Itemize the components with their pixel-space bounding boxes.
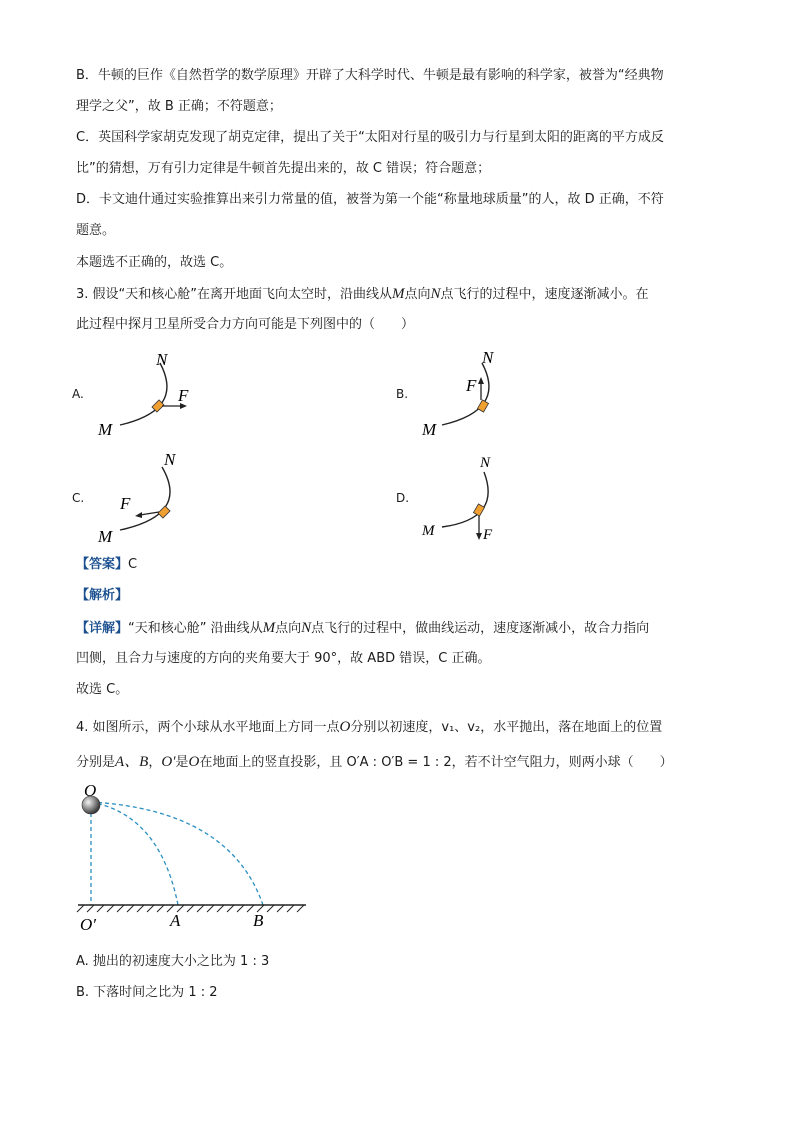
detail-tag: 【详解】 [76, 621, 129, 636]
q4-stem-text: 分别是 [76, 755, 116, 770]
q3-stem-line2: 此过程中探月卫星所受合力方向可能是下列图中的（ ） [76, 317, 415, 332]
q3-conclusion: 故选 C。 [76, 682, 129, 697]
detail-text: 点向 [275, 621, 302, 636]
q2-option-c-line2: 比”的猜想，万有引力定律是牛顿首先提出来的，故 C 错误；符合题意； [76, 161, 491, 176]
q3-option-d-figure [412, 447, 522, 547]
force-arrowhead [478, 377, 484, 384]
q3-option-b-label: B. [396, 387, 409, 401]
q4-stem-text: 4. 如图所示，两个小球从水平地面上方同一点 [76, 720, 340, 735]
answer-value: C [128, 557, 138, 572]
q3-stem-n: N [430, 286, 441, 302]
detail-m: M [262, 620, 276, 636]
label-a: A [170, 911, 181, 930]
q2-option-b-line2: 理学之父”，故 B 正确；不符题意； [76, 99, 282, 114]
q3-stem-text: 3. 假设“天和核心舱”在离开地面飞向太空时，沿曲线从 [76, 287, 393, 302]
label-n: N [480, 455, 491, 471]
label-m: M [98, 420, 113, 439]
trajectory-b [91, 802, 263, 905]
spacecraft-box [473, 504, 484, 516]
q4-stem-text: 在地面上的竖直投影，且 O′A : O′B = 1 : 2，若不计空气阻力，则两小球（ ） [199, 755, 673, 770]
force-arrow [140, 512, 159, 515]
q4-stem-text: ， [148, 755, 162, 770]
analysis-tag: 【解析】 [76, 588, 129, 603]
q4-stem-o: O [188, 754, 200, 770]
q3-option-a-label: A. [72, 387, 84, 401]
q4-stem-line1 [76, 717, 662, 738]
q3-option-b-figure [412, 345, 522, 440]
q4-stem-text: 是 [175, 755, 189, 770]
spacecraft-box [477, 400, 488, 412]
ground-hatching [77, 905, 304, 912]
q3-detail-line1 [76, 618, 649, 639]
q2-conclusion: 本题选不正确的，故选 C。 [76, 255, 233, 270]
label-b: B [253, 911, 264, 930]
q4-stem-text: 分别以初速度，v₁、v₂，水平抛出，落在地面上的位置 [350, 720, 663, 735]
label-f: F [466, 376, 477, 395]
label-f: F [178, 386, 189, 405]
q4-option-b: B. 下落时间之比为 1 : 2 [76, 985, 218, 1000]
q3-answer-line [76, 555, 137, 575]
q3-stem-line1 [76, 284, 649, 305]
label-m: M [98, 527, 113, 545]
detail-n: N [301, 620, 312, 636]
q3-option-c-figure [90, 445, 210, 545]
q3-detail-line2: 凹侧，且合力与速度的方向的夹角要大于 90°，故 ABD 错误，C 正确。 [76, 651, 491, 666]
label-n: N [164, 450, 176, 469]
label-n: N [482, 348, 494, 367]
q4-stem-o-prime: O′ [161, 754, 176, 770]
q3-analysis-tag [76, 586, 128, 606]
q4-stem-o: O [339, 719, 351, 735]
q4-stem-ab: A、B [115, 754, 149, 770]
detail-text: 点飞行的过程中，做曲线运动，速度逐渐减小，故合力指向 [311, 621, 650, 636]
label-m: M [422, 523, 435, 539]
label-m: M [422, 420, 437, 439]
label-f: F [120, 494, 131, 513]
detail-text: “天和核心舱” 沿曲线从 [128, 621, 263, 636]
q3-stem-text: 点飞行的过程中，速度逐渐减小。在 [440, 287, 649, 302]
trajectory-a [91, 802, 178, 905]
label-n: N [156, 350, 168, 369]
q3-stem-text: 点向 [404, 287, 431, 302]
q2-option-d-line2: 题意。 [76, 223, 116, 238]
spacecraft-box [158, 506, 170, 518]
q4-projectile-figure [70, 780, 315, 940]
trajectory-curve [442, 472, 488, 527]
q2-option-b-line1: B．牛顿的巨作《自然哲学的数学原理》开辟了大科学时代、牛顿是最有影响的科学家，被誉为“经典物 [76, 68, 664, 83]
q2-option-c-line1: C．英国科学家胡克发现了胡克定律，提出了关于“太阳对行星的吸引力与行星到太阳的距离的平方成反 [76, 130, 664, 145]
q3-option-a-figure [90, 345, 210, 440]
q4-option-a: A. 抛出的初速度大小之比为 1 : 3 [76, 954, 270, 969]
q2-option-d-line1: D．卡文迪什通过实验推算出来引力常量的值，被誉为第一个能“称量地球质量”的人，故 D 正确，不符 [76, 192, 664, 207]
label-o-prime: O′ [80, 915, 96, 934]
force-arrowhead [476, 533, 482, 540]
force-arrowhead [135, 512, 142, 518]
label-o: O [84, 781, 97, 800]
trajectory-curve [120, 363, 167, 425]
label-f: F [483, 527, 493, 543]
q3-option-c-label: C. [72, 491, 85, 505]
q3-option-d-label: D. [396, 491, 410, 505]
q4-stem-line2 [76, 752, 673, 773]
answer-tag: 【答案】 [76, 557, 129, 572]
q3-stem-m: M [392, 286, 405, 302]
